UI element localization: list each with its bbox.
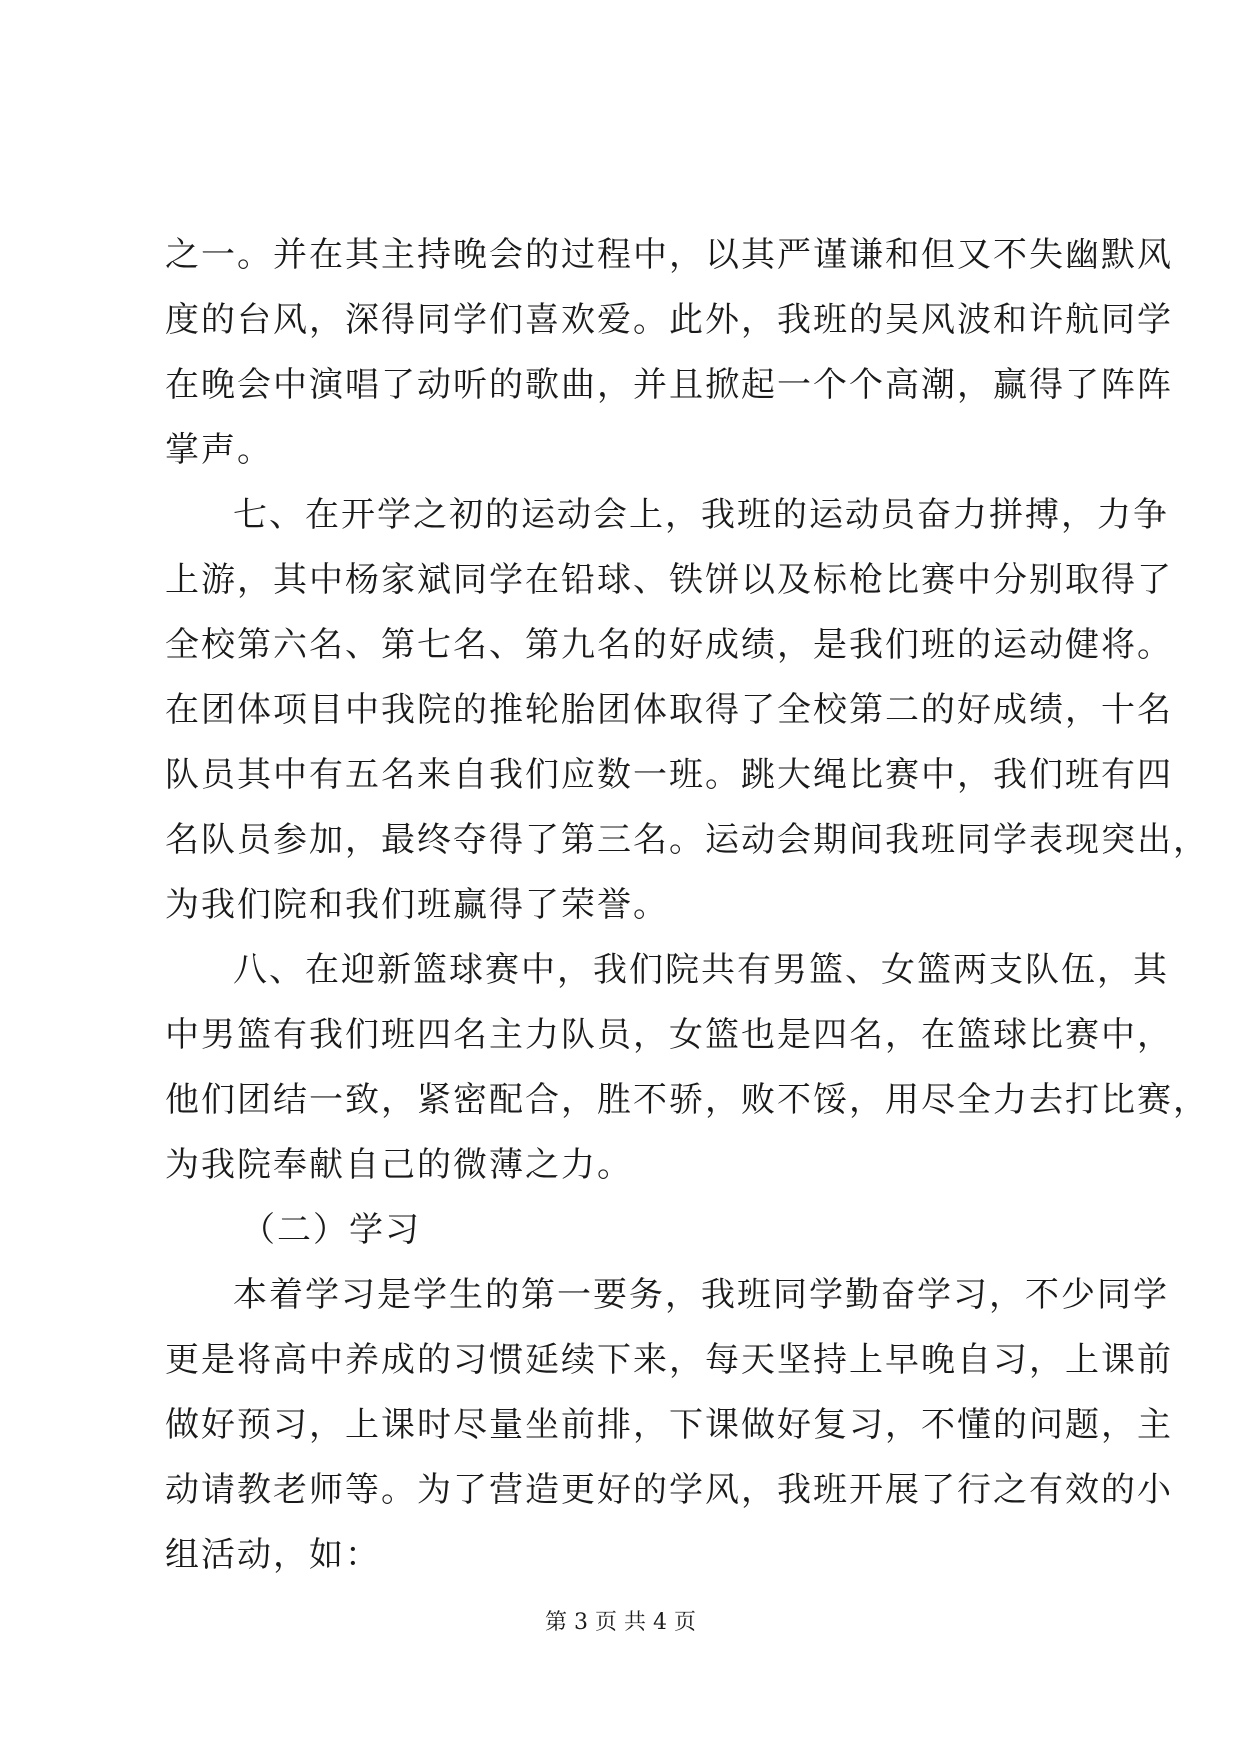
text-line: 动请教老师等。为了营造更好的学风，我班开展了行之有效的小	[165, 1470, 1173, 1510]
text-line: 为我们院和我们班赢得了荣誉。	[165, 885, 669, 925]
text-line: 名队员参加，最终夺得了第三名。运动会期间我班同学表现突出，	[165, 820, 1209, 860]
text-line: 做好预习，上课时尽量坐前排，下课做好复习，不懂的问题，主	[165, 1405, 1173, 1445]
text-line-paragraph-start: 本着学习是学生的第一要务，我班同学勤奋学习，不少同学	[233, 1275, 1169, 1315]
text-line: 之一。并在其主持晚会的过程中，以其严谨谦和但又不失幽默风	[165, 235, 1173, 275]
text-line: 队员其中有五名来自我们应数一班。跳大绳比赛中，我们班有四	[165, 755, 1173, 795]
page-number-footer: 第 3 页 共 4 页	[545, 1610, 696, 1635]
body-text	[165, 230, 1209, 1595]
section-heading: （二）学习	[241, 1210, 421, 1250]
text-line: 上游，其中杨家斌同学在铅球、铁饼以及标枪比赛中分别取得了	[165, 560, 1173, 600]
text-line: 中男篮有我们班四名主力队员，女篮也是四名，在篮球比赛中，	[165, 1015, 1173, 1055]
text-line: 为我院奉献自己的微薄之力。	[165, 1145, 633, 1185]
text-line: 组活动，如：	[165, 1535, 381, 1575]
text-line: 全校第六名、第七名、第九名的好成绩，是我们班的运动健将。	[165, 625, 1173, 665]
text-line: 他们团结一致，紧密配合，胜不骄，败不馁，用尽全力去打比赛，	[165, 1080, 1209, 1120]
text-line: 度的台风，深得同学们喜欢爱。此外，我班的吴风波和许航同学	[165, 300, 1173, 340]
text-line: 掌声。	[165, 430, 273, 470]
text-line: 在团体项目中我院的推轮胎团体取得了全校第二的好成绩，十名	[165, 690, 1173, 730]
text-line-paragraph-start: 七、在开学之初的运动会上，我班的运动员奋力拼搏，力争	[233, 495, 1169, 535]
text-line: 在晚会中演唱了动听的歌曲，并且掀起一个个高潮，赢得了阵阵	[165, 365, 1173, 405]
text-line-paragraph-start: 八、在迎新篮球赛中，我们院共有男篮、女篮两支队伍，其	[233, 950, 1169, 990]
text-line: 更是将高中养成的习惯延续下来，每天坚持上早晚自习，上课前	[165, 1340, 1173, 1380]
